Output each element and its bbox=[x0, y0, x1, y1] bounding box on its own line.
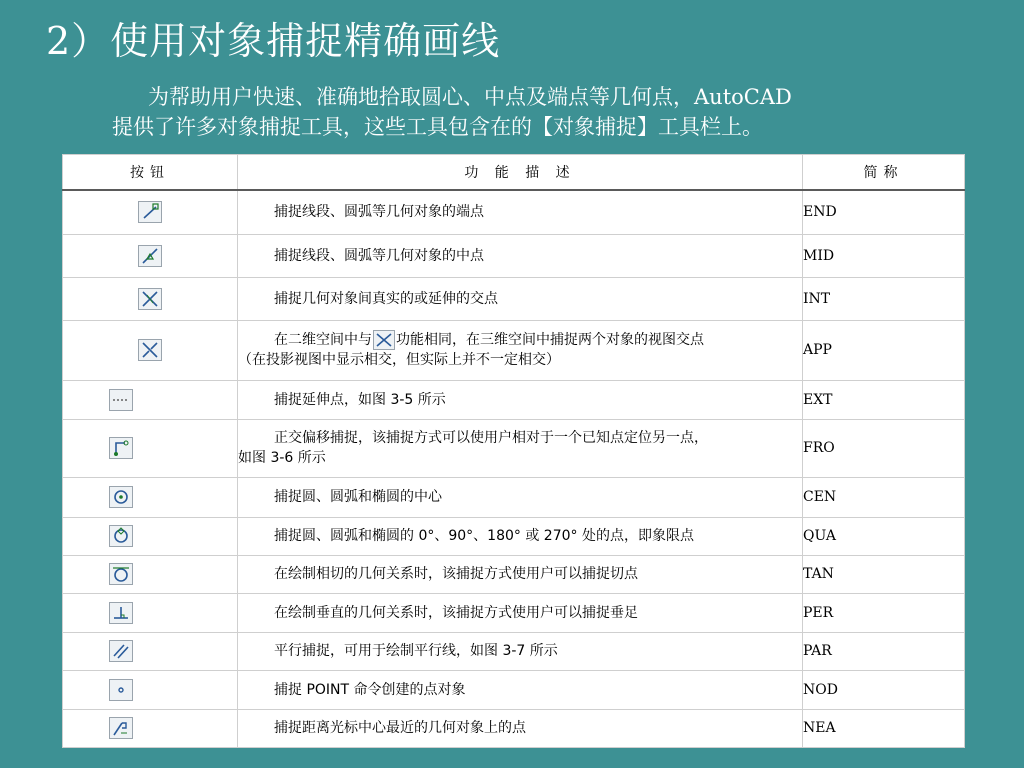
row-abbr: APP bbox=[803, 320, 965, 380]
row-description: 捕捉距离光标中心最近的几何对象上的点 bbox=[274, 720, 526, 736]
row-abbr: NEA bbox=[803, 709, 965, 747]
row-abbr: NOD bbox=[803, 670, 965, 709]
header-abbr: 简称 bbox=[803, 155, 965, 191]
row-abbr: END bbox=[803, 190, 965, 234]
apparent-intersection-icon[interactable] bbox=[138, 339, 162, 361]
row-description: 捕捉线段、圆弧等几何对象的端点 bbox=[274, 204, 484, 221]
intro-paragraph bbox=[112, 82, 1002, 142]
perpendicular-icon[interactable] bbox=[109, 602, 133, 624]
row-description-part-c: 如图 3-6 所示 bbox=[238, 450, 326, 466]
table-header-row bbox=[63, 155, 965, 191]
header-button: 按钮 bbox=[63, 155, 238, 191]
row-abbr: PER bbox=[803, 593, 965, 632]
row-abbr: FRO bbox=[803, 419, 965, 477]
row-abbr: QUA bbox=[803, 517, 965, 555]
row-description-part-c: （在投影视图中显示相交，但实际上并不一定相交） bbox=[238, 352, 560, 368]
table-row bbox=[63, 632, 965, 670]
slide-title: 2）使用对象捕捉精确画线 bbox=[46, 19, 501, 63]
table-row bbox=[63, 320, 965, 380]
intersection-icon bbox=[373, 330, 395, 350]
table-row bbox=[63, 419, 965, 477]
row-description: 捕捉 POINT 命令创建的点对象 bbox=[274, 681, 466, 698]
intro-line-1: 为帮助用户快速、准确地拾取圆心、中点及端点等几何点，AutoCAD bbox=[148, 85, 792, 109]
table-row bbox=[63, 517, 965, 555]
row-abbr: EXT bbox=[803, 380, 965, 419]
row-description: 捕捉几何对象间真实的或延伸的交点 bbox=[274, 290, 498, 307]
table-row bbox=[63, 709, 965, 747]
quadrant-icon[interactable] bbox=[109, 525, 133, 547]
intro-line-2: 提供了许多对象捕捉工具，这些工具包含在的【对象捕捉】工具栏上。 bbox=[112, 115, 763, 139]
row-description: 捕捉圆、圆弧和椭圆的 0°、90°、180° 或 270° 处的点，即象限点 bbox=[274, 528, 694, 544]
table-row bbox=[63, 277, 965, 320]
row-abbr: PAR bbox=[803, 632, 965, 670]
row-description-part-a: 在二维空间中与 bbox=[274, 332, 372, 348]
header-description: 功 能 描 述 bbox=[238, 155, 803, 191]
row-description: 捕捉线段、圆弧等几何对象的中点 bbox=[274, 247, 484, 264]
row-description: 捕捉圆、圆弧和椭圆的中心 bbox=[274, 489, 442, 505]
table-row bbox=[63, 477, 965, 517]
row-abbr: CEN bbox=[803, 477, 965, 517]
table-row bbox=[63, 190, 965, 234]
intersection-icon[interactable] bbox=[138, 288, 162, 310]
row-abbr: MID bbox=[803, 234, 965, 277]
row-description: 正交偏移捕捉，该捕捉方式可以使用户相对于一个已知点定位另一点， bbox=[274, 430, 708, 446]
table-row bbox=[63, 234, 965, 277]
row-description: 在绘制垂直的几何关系时，该捕捉方式使用户可以捕捉垂足 bbox=[274, 604, 638, 621]
row-description: 在绘制相切的几何关系时，该捕捉方式使用户可以捕捉切点 bbox=[274, 566, 638, 582]
parallel-icon[interactable] bbox=[109, 640, 133, 662]
row-abbr: TAN bbox=[803, 555, 965, 593]
tangent-icon[interactable] bbox=[109, 563, 133, 585]
extension-icon[interactable] bbox=[109, 389, 133, 411]
table-row bbox=[63, 555, 965, 593]
from-icon[interactable] bbox=[109, 437, 133, 459]
row-abbr: INT bbox=[803, 277, 965, 320]
midpoint-icon[interactable] bbox=[138, 245, 162, 267]
endpoint-icon[interactable] bbox=[138, 201, 162, 223]
center-icon[interactable] bbox=[109, 486, 133, 508]
node-icon[interactable] bbox=[109, 679, 133, 701]
table-row bbox=[63, 380, 965, 419]
object-snap-table bbox=[62, 154, 965, 748]
row-description: 平行捕捉，可用于绘制平行线，如图 3-7 所示 bbox=[274, 643, 558, 659]
row-description: 捕捉延伸点，如图 3-5 所示 bbox=[274, 391, 446, 408]
table-row bbox=[63, 670, 965, 709]
table-row bbox=[63, 593, 965, 632]
row-description-part-b: 功能相同，在三维空间中捕捉两个对象的视图交点 bbox=[396, 332, 704, 348]
nearest-icon[interactable] bbox=[109, 717, 133, 739]
